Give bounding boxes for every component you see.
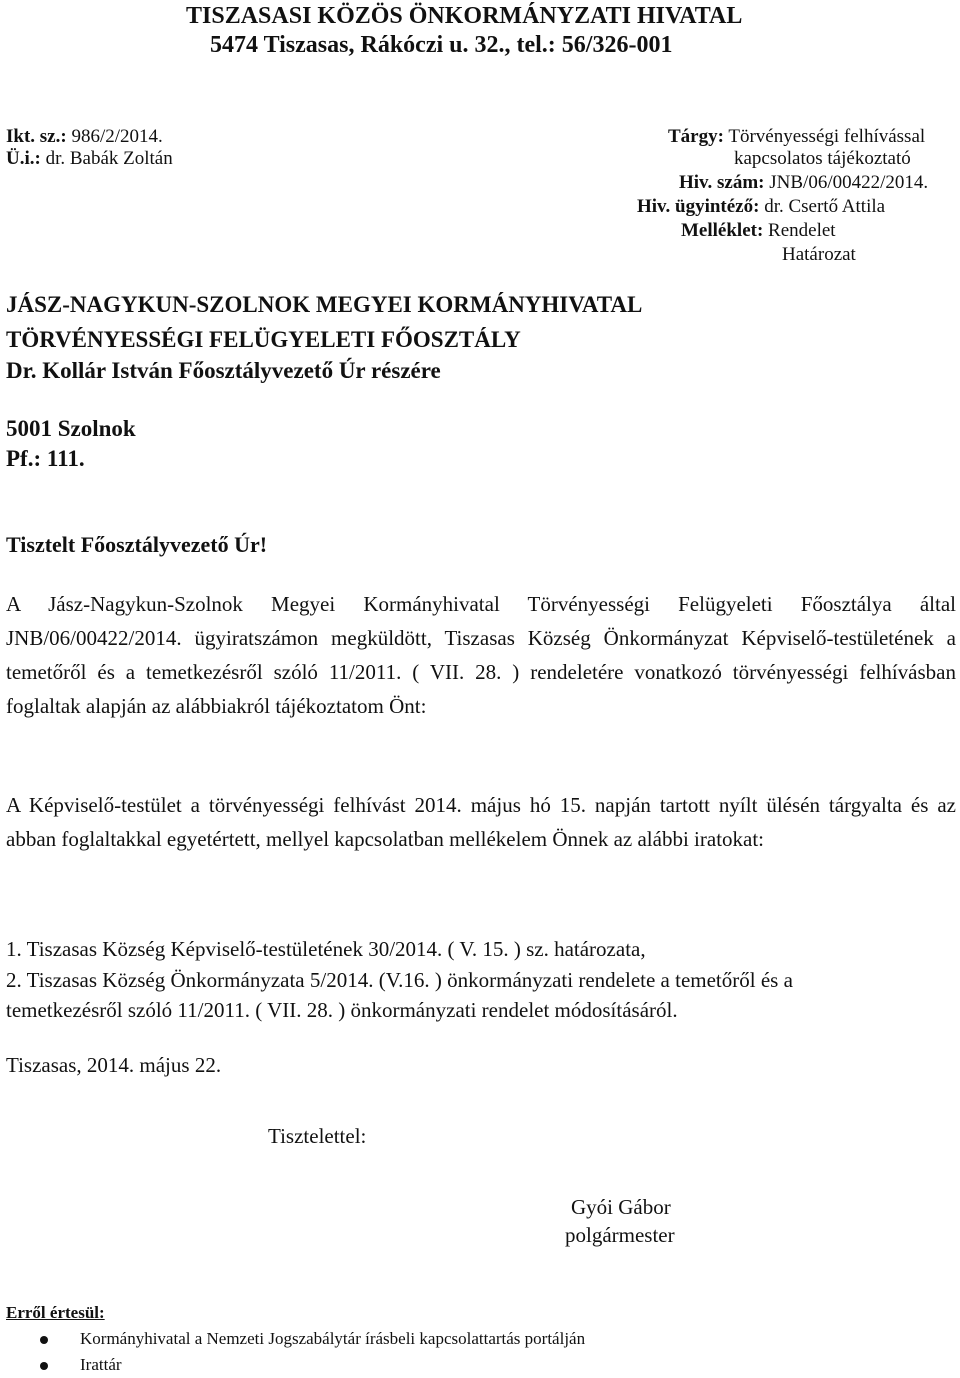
- addressee-person: Dr. Kollár István Főosztályvezető Úr részére: [6, 358, 441, 383]
- attached-item-2-cont: temetkezésről szóló 11/2011. ( VII. 28. ) önkormányzati rendelet módosításáról.: [6, 998, 678, 1022]
- office-name: TISZASASI KÖZÖS ÖNKORMÁNYZATI HIVATAL: [186, 3, 743, 29]
- reference-number: Hiv. szám: JNB/06/00422/2014.: [679, 172, 929, 193]
- subject: Tárgy: Törvényességi felhívással: [668, 126, 926, 147]
- paragraph-1: A Jász-Nagykun-Szolnok Megyei Kormányhivatal Törvényességi Felügyeleti Főosztálya által JNB/06/00422/2014. ügyiratszámon megküldött, Tiszasas Község Önkormányzat Képviselő-testületének a temetőről és a temetkezésről szóló 11/2011. ( VII. 28. ) rendeletére vonatkozó törvényességi felhívásban foglaltak alapján az alábbiakról tájékoztatom Önt:: [6, 592, 956, 718]
- case-officer: Ü.i.: dr. Babák Zoltán: [6, 148, 173, 169]
- closing: Tisztelettel:: [268, 1124, 367, 1148]
- addressee-pobox: Pf.: 111.: [6, 446, 85, 471]
- notification-title: Erről értesül:: [6, 1303, 105, 1322]
- addressee-city: 5001 Szolnok: [6, 416, 136, 441]
- signer-title: polgármester: [565, 1223, 675, 1247]
- addressee-department: TÖRVÉNYESSÉGI FELÜGYELETI FŐOSZTÁLY: [6, 327, 521, 352]
- addressee-office: JÁSZ-NAGYKUN-SZOLNOK MEGYEI KORMÁNYHIVATAL: [6, 292, 643, 317]
- attached-item-1: 1. Tiszasas Község Képviselő-testületének 30/2014. ( V. 15. ) sz. határozata,: [6, 937, 646, 961]
- list-item: Kormányhivatal a Nemzeti Jogszabálytár írásbeli kapcsolattartás portálján: [40, 1326, 585, 1352]
- attached-item-2: 2. Tiszasas Község Önkormányzata 5/2014. (V.16. ) önkormányzati rendelete a temetőről és a: [6, 968, 793, 992]
- reference-officer: Hiv. ügyintéző: dr. Csertő Attila: [637, 196, 886, 217]
- attachment-2: Határozat: [782, 244, 856, 265]
- signer-name: Gyói Gábor: [571, 1195, 671, 1219]
- notification-list: [40, 1326, 585, 1378]
- office-address: 5474 Tiszasas, Rákóczi u. 32., tel.: 56/326-001: [210, 32, 673, 58]
- salutation: Tisztelt Főosztályvezető Úr!: [6, 532, 268, 557]
- subject-line-2: kapcsolatos tájékoztató: [734, 148, 911, 169]
- place-date: Tiszasas, 2014. május 22.: [6, 1053, 222, 1077]
- filing-number: Ikt. sz.: 986/2/2014.: [6, 126, 163, 147]
- paragraph-2: A Képviselő-testület a törvényességi felhívást 2014. május hó 15. napján tartott nyílt ülésén tárgyalta és az abban foglaltakkal egyetértett, mellyel kapcsolatban mellékelem Önnek az alábbi iratokat:: [6, 793, 956, 851]
- attachments: Melléklet: Rendelet: [681, 220, 836, 241]
- list-item: Irattár: [40, 1352, 585, 1378]
